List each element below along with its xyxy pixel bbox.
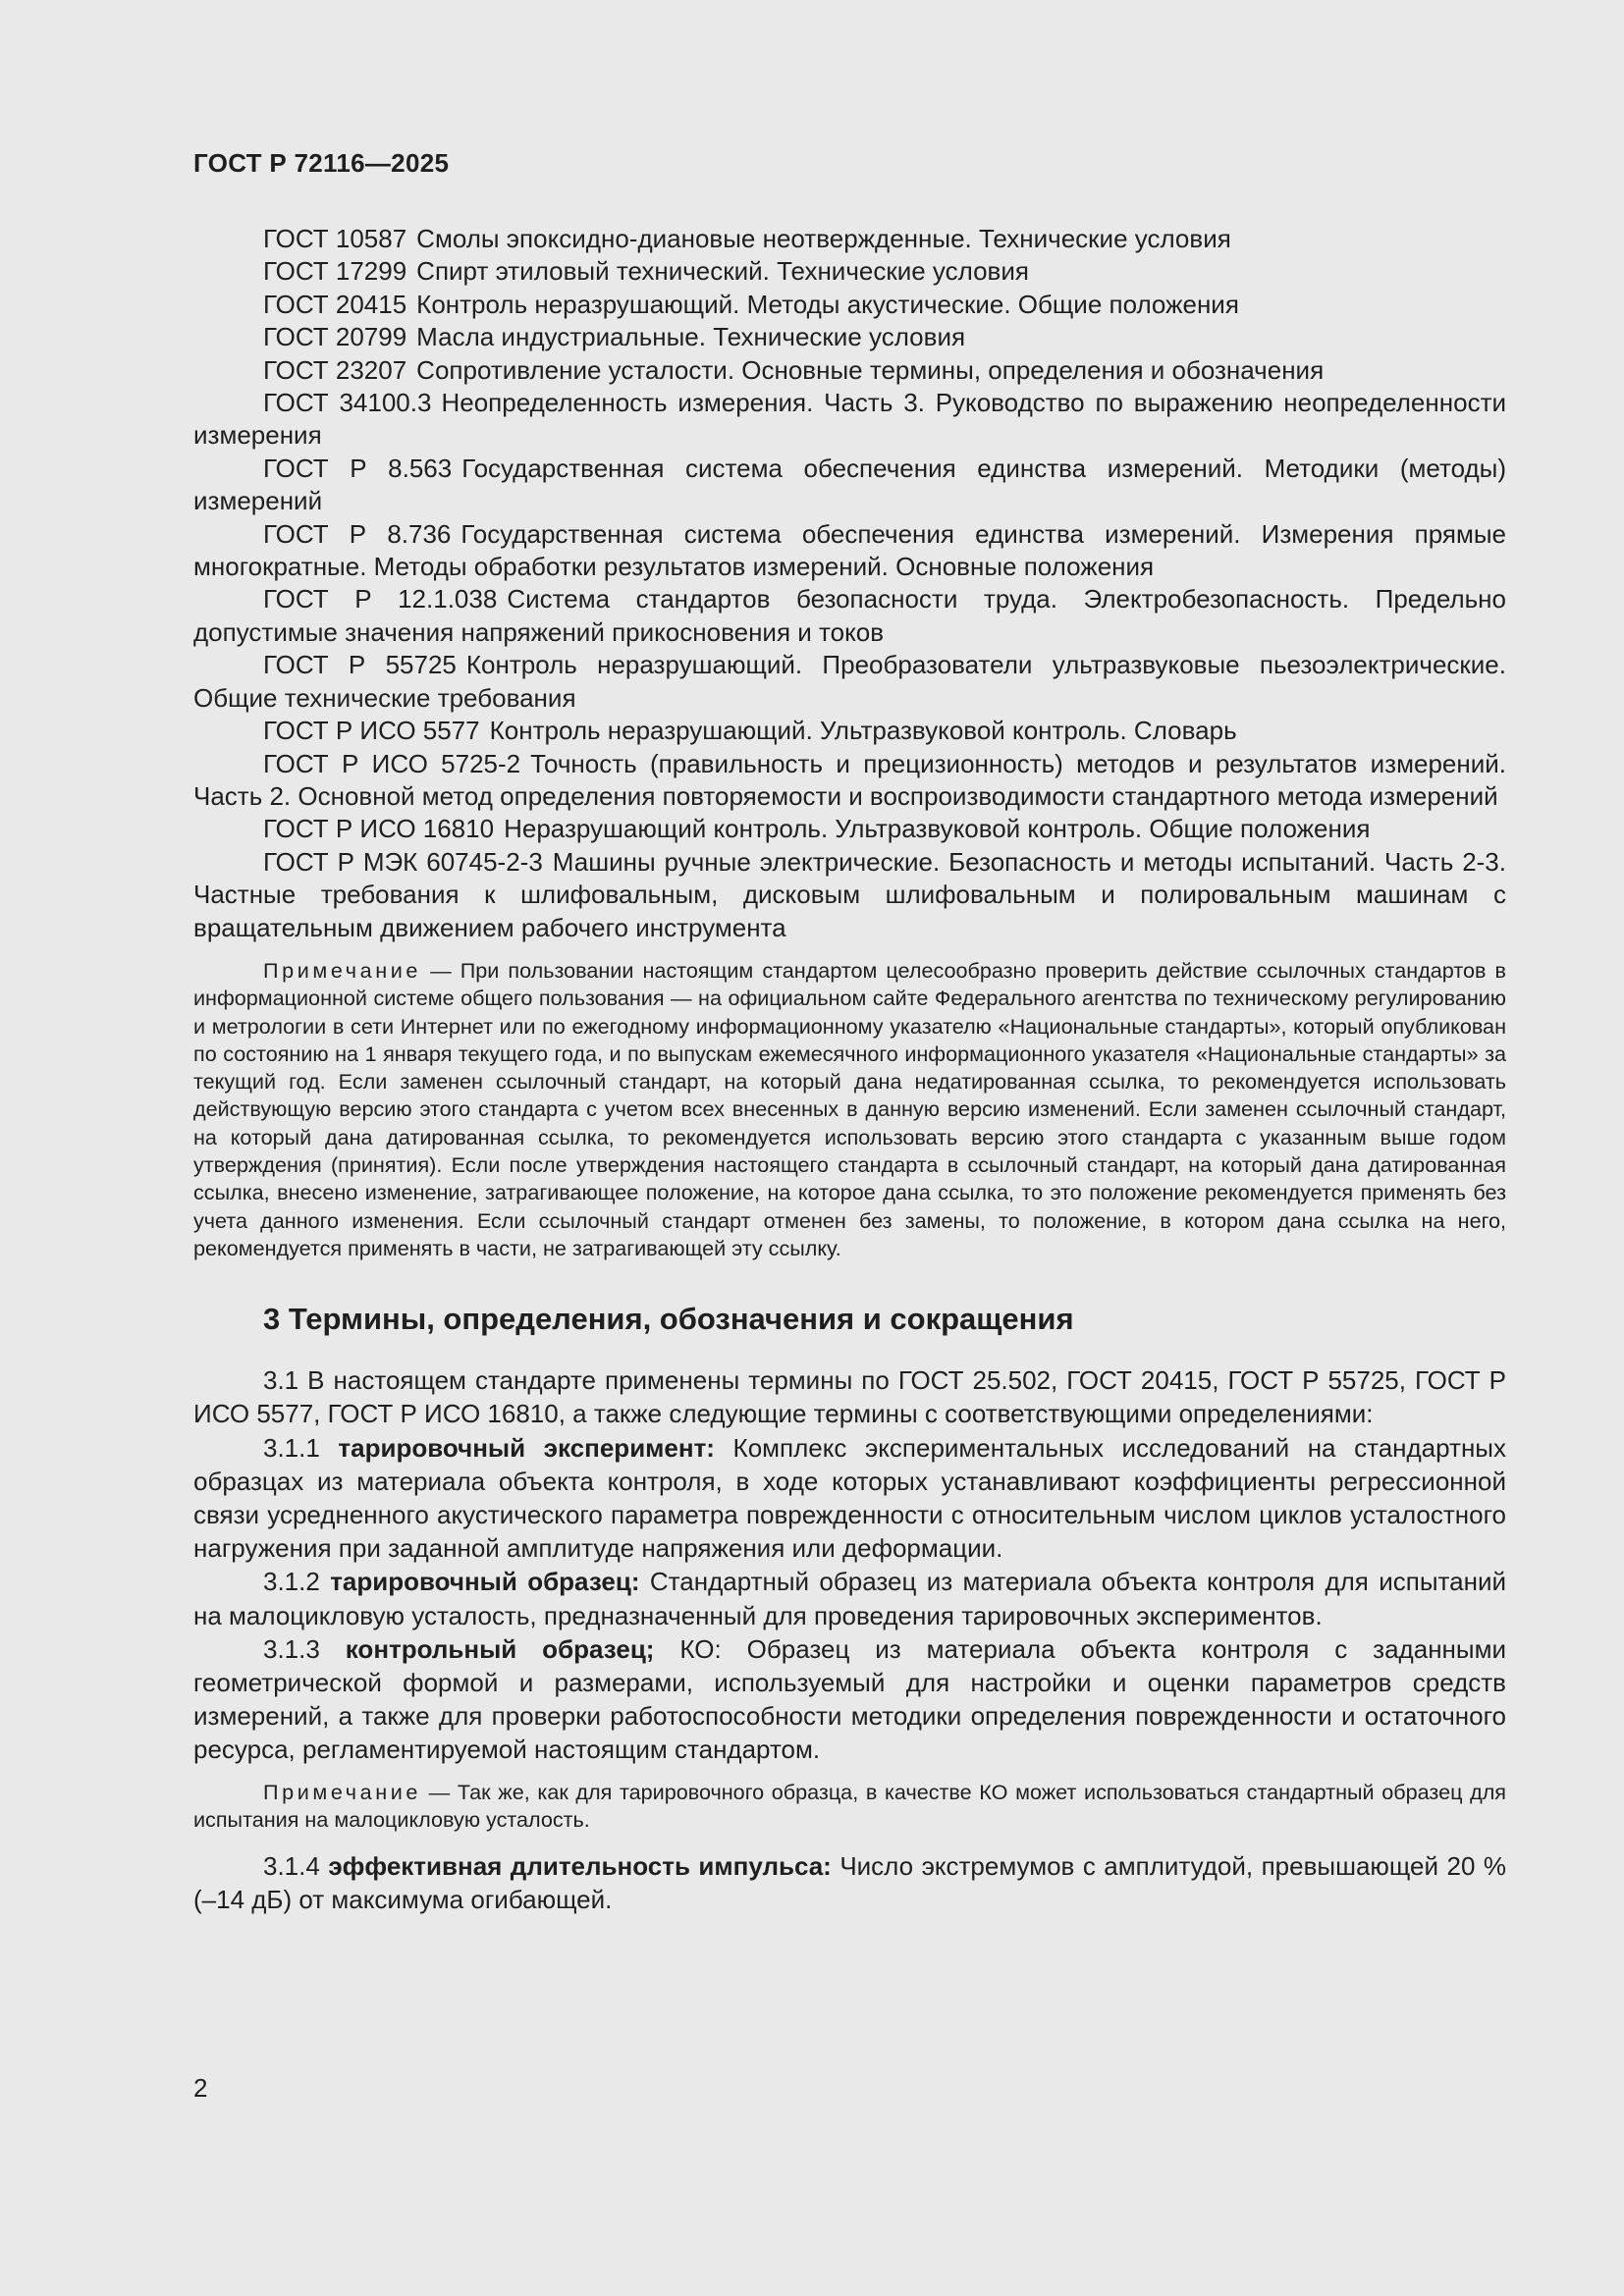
term-definition xyxy=(193,1431,1506,1566)
term-text: Комплекс экспериментальных исследований на стандартных образцах из материала объекта контроля, в ходе которых устанавливают коэффициенты регрессионной связи усредненного акустического параметра поврежденности с относительным числом циклов усталостного нагружения при заданной амплитуде напряжения или деформации. xyxy=(193,1432,1506,1564)
section-heading: 3 Термины, определения, обозначения и сокращения xyxy=(263,1302,1074,1337)
reference-title: Контроль неразрушающий. Методы акустические. Общие положения xyxy=(416,289,1239,319)
reference-title: Сопротивление усталости. Основные термины, определения и обозначения xyxy=(416,354,1325,385)
reference-item xyxy=(193,518,1506,584)
reference-item xyxy=(193,289,1506,321)
document-header: ГОСТ Р 72116—2025 xyxy=(193,148,450,178)
reference-title: Смолы эпоксидно-диановые неотвержденные. Технические условия xyxy=(416,224,1231,253)
reference-item xyxy=(193,748,1506,814)
term-name: контрольный образец; xyxy=(345,1633,655,1664)
reference-item xyxy=(193,387,1506,453)
reference-code: ГОСТ Р 8.736 xyxy=(263,518,452,549)
term-text: КО: Образец из материала объекта контроля с заданными геометрической формой и размерами, используемый для настройки и оценки параметров средств измерений, а также для проверки работоспособности методики определения поврежденности и остаточного ресурса, регламентируемой настоящим стандартом. xyxy=(193,1633,1506,1765)
reference-code: ГОСТ 23207 xyxy=(263,354,407,385)
reference-code: ГОСТ 20415 xyxy=(263,289,407,319)
reference-item xyxy=(193,583,1506,649)
reference-code: ГОСТ Р 8.563 xyxy=(263,453,453,483)
term-definition xyxy=(193,1632,1506,1767)
term-name: тарировочный эксперимент: xyxy=(338,1432,715,1463)
reference-item xyxy=(193,223,1506,255)
references-note xyxy=(193,957,1506,1262)
reference-title: Контроль неразрушающий. Ультразвуковой контроль. Словарь xyxy=(489,716,1237,746)
normative-references-list xyxy=(193,223,1506,944)
reference-title: Машины ручные электрические. Безопасность и методы испытаний. Часть 2-3. Частные требования к шлифовальным, дисковым шлифовальным и полировальным машинам с вращательным движением рабочего инструмента xyxy=(193,846,1506,942)
reference-code: ГОСТ Р МЭК 60745-2-3 xyxy=(263,846,543,877)
term-definition xyxy=(193,1565,1506,1631)
reference-title: Спирт этиловый технический. Технические условия xyxy=(416,256,1029,287)
term-number: 3.1.3 xyxy=(263,1633,320,1664)
reference-code: ГОСТ 20799 xyxy=(263,322,407,352)
reference-item xyxy=(193,813,1506,845)
reference-title: Неразрушающий контроль. Ультразвуковой контроль. Общие положения xyxy=(504,814,1371,844)
term-text: Стандартный образец из материала объекта контроля для испытаний на малоцикловую усталость, предназначенный для проведения тарировочных экспериментов. xyxy=(193,1567,1506,1630)
reference-item xyxy=(193,453,1506,518)
clause-3-1: 3.1 В настоящем стандарте применены термины по ГОСТ 25.502, ГОСТ 20415, ГОСТ Р 55725, ГОСТ Р ИСО 5577, ГОСТ Р ИСО 16810, а также следующие термины с соответствующими определениями: xyxy=(193,1365,1506,1429)
reference-item xyxy=(193,255,1506,288)
reference-code: ГОСТ Р ИСО 5725-2 xyxy=(263,748,521,778)
reference-code: ГОСТ 34100.3 xyxy=(263,388,432,418)
page-number: 2 xyxy=(193,2073,208,2103)
reference-title: Государственная система обеспечения единства измерений. Методики (методы) измерений xyxy=(193,453,1506,516)
term-number: 3.1.1 xyxy=(263,1432,320,1463)
reference-item xyxy=(193,846,1506,944)
term-note xyxy=(193,1779,1506,1835)
term-text: Число экстремумов с амплитудой, превышающей 20 % (–14 дБ) от максимума огибающей. xyxy=(193,1851,1506,1915)
reference-code: ГОСТ Р ИСО 16810 xyxy=(263,814,495,844)
reference-item xyxy=(193,321,1506,353)
term-name: эффективная длительность импульса: xyxy=(328,1851,832,1882)
reference-item xyxy=(193,354,1506,387)
term-name: тарировочный образец: xyxy=(330,1567,640,1597)
note-label: Примечание xyxy=(263,1779,421,1804)
page-content xyxy=(193,223,1506,1917)
reference-item xyxy=(193,649,1506,715)
reference-title: Система стандартов безопасности труда. Электробезопасность. Предельно допустимые значения напряжений прикосновения и токов xyxy=(193,584,1506,647)
reference-title: Точность (правильность и прецизионность) методов и результатов измерений. Часть 2. Основной метод определения повторяемости и воспроизводимости стандартного метода измерений xyxy=(193,748,1506,811)
reference-code: ГОСТ 10587 xyxy=(263,224,407,253)
note-text: — Так же, как для тарировочного образца, в качестве КО может использоваться стандартный образец для испытания на малоцикловую усталость. xyxy=(193,1779,1507,1832)
reference-item xyxy=(193,715,1506,747)
reference-title: Государственная система обеспечения единства измерений. Измерения прямые многократные. Методы обработки результатов измерений. Основные положения xyxy=(193,518,1506,582)
reference-title: Контроль неразрушающий. Преобразователи ультразвуковые пьезоэлектрические. Общие технические требования xyxy=(193,650,1506,713)
term-number: 3.1.4 xyxy=(263,1851,320,1882)
note-label: Примечание xyxy=(263,957,421,983)
reference-code: ГОСТ 17299 xyxy=(263,256,407,287)
reference-code: ГОСТ Р 12.1.038 xyxy=(263,584,498,614)
note-text: — При пользовании настоящим стандартом целесообразно проверить действие ссылочных стандартов в информационной системе общего пользования — на официальном сайте Федерального агентства по техническому регулированию и метрологии в сети Интернет или по ежегодному информационному указателю «Национальные стандарты», который опубликован по состоянию на 1 января текущего года, и по выпускам ежемесячного информационного указателя «Национальные стандарты» за текущий год. Если заменен ссылочный стандарт, на который дана недатированная ссылка, то рекомендуется использовать действующую версию этого стандарта с учетом всех внесенных в данную версию изменений. Если заменен ссылочный стандарт, на который дана датированная ссылка, то рекомендуется использовать версию этого стандарта с указанным выше годом утверждения (принятия). Если после утверждения настоящего стандарта в ссылочный стандарт, на который дана датированная ссылка, внесено изменение, затрагивающее положение, на которое дана ссылка, то это положение рекомендуется применять без учета данного изменения. Если ссылочный стандарт отменен без замены, то положение, в котором дана ссылка на него, рекомендуется применять в части, не затрагивающей эту ссылку. xyxy=(193,957,1507,1260)
reference-title: Неопределенность измерения. Часть 3. Руководство по выражению неопределенности измерения xyxy=(193,388,1506,451)
reference-title: Масла индустриальные. Технические условия xyxy=(416,322,966,352)
term-definition xyxy=(193,1849,1506,1916)
term-number: 3.1.2 xyxy=(263,1567,320,1597)
reference-code: ГОСТ Р 55725 xyxy=(263,650,457,680)
reference-code: ГОСТ Р ИСО 5577 xyxy=(263,716,480,746)
